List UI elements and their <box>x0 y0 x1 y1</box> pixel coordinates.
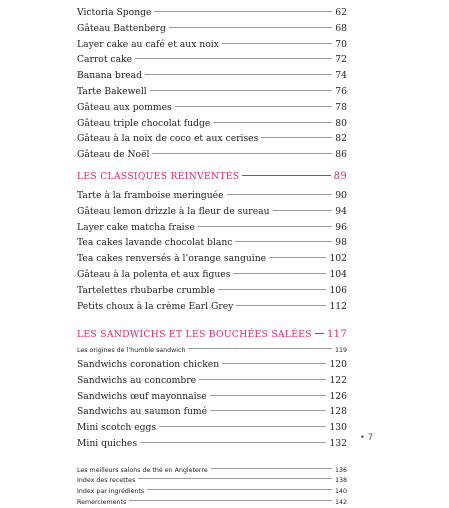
entry-page: 82 <box>335 131 347 147</box>
entry-page: 68 <box>335 21 347 37</box>
entry-title: Victoria Sponge <box>77 5 151 21</box>
leader-dots <box>273 210 333 211</box>
toc-entry[interactable] <box>77 420 347 436</box>
toc-entry[interactable] <box>77 373 347 389</box>
leader-dots <box>315 333 324 334</box>
entry-page: 122 <box>329 373 347 389</box>
entry-page: 128 <box>329 404 347 420</box>
entry-page: 90 <box>335 188 347 204</box>
entry-title: Layer cake au café et aux noix <box>77 37 219 53</box>
entry-title: Gâteau à la noix de coco et aux cerises <box>77 131 258 147</box>
leader-dots <box>138 478 332 479</box>
entry-title: Petits choux à la crème Earl Grey <box>77 299 233 315</box>
leader-dots <box>188 348 331 349</box>
leader-dots <box>198 226 333 227</box>
entry-page: 98 <box>335 235 347 251</box>
entry-page: 106 <box>329 283 347 299</box>
entry-title: Carrot cake <box>77 52 132 68</box>
entry-page: 142 <box>335 498 347 508</box>
toc-entry[interactable] <box>77 404 347 420</box>
recipe-list-sandwichs <box>77 357 347 452</box>
entry-page: 104 <box>329 267 347 283</box>
entry-title: Les origines de l’humble sandwich <box>77 346 185 357</box>
toc-entry[interactable] <box>77 5 347 21</box>
entry-page: 119 <box>335 346 347 357</box>
entry-page: 120 <box>329 357 347 373</box>
entry-page: 80 <box>335 116 347 132</box>
entry-title: Gâteau aux pommes <box>77 100 172 116</box>
recipe-list-classics <box>77 5 347 163</box>
entry-page: 96 <box>335 220 347 236</box>
toc-entry[interactable] <box>77 37 347 53</box>
entry-title: Mini quiches <box>77 436 137 452</box>
entry-title: Sandwichs œuf mayonnaise <box>77 389 207 405</box>
entry-page: 132 <box>329 436 347 452</box>
toc-entry-origins[interactable] <box>77 346 347 357</box>
toc-entry[interactable] <box>77 21 347 37</box>
entry-title: Layer cake matcha fraise <box>77 220 195 236</box>
section-title: LES SANDWICHS ET LES BOUCHÉES SALÉES <box>77 324 312 346</box>
leader-dots <box>235 241 332 242</box>
leader-dots <box>213 122 332 123</box>
entry-page: 138 <box>335 476 347 487</box>
entry-page: 140 <box>335 487 347 498</box>
toc-entry[interactable] <box>77 188 347 204</box>
toc-entry[interactable] <box>77 466 347 477</box>
toc-entry[interactable] <box>77 52 347 68</box>
entry-title: Banana bread <box>77 68 142 84</box>
toc-entry[interactable] <box>77 436 347 452</box>
toc-entry[interactable] <box>77 147 347 163</box>
leader-dots <box>129 500 332 501</box>
leader-dots <box>227 194 333 195</box>
entry-title: Mini scotch eggs <box>77 420 156 436</box>
table-of-contents <box>77 5 347 508</box>
recipe-list-reinventes <box>77 188 347 314</box>
leader-dots <box>169 27 332 28</box>
section-heading-classiques[interactable] <box>77 166 347 188</box>
leader-dots <box>140 442 326 443</box>
entry-title: Index des recettes <box>77 476 135 487</box>
entry-page: 112 <box>329 299 347 315</box>
toc-entry[interactable] <box>77 389 347 405</box>
toc-entry[interactable] <box>77 251 347 267</box>
entry-page: 76 <box>335 84 347 100</box>
entry-page: 136 <box>335 466 347 477</box>
entry-page: 62 <box>335 5 347 21</box>
page-number: • 7 <box>360 433 373 443</box>
toc-entry[interactable] <box>77 476 347 487</box>
leader-dots <box>135 58 332 59</box>
entry-title: Gâteau Battenberg <box>77 21 166 37</box>
toc-entry[interactable] <box>77 267 347 283</box>
entry-page: 70 <box>335 37 347 53</box>
toc-entry[interactable] <box>77 235 347 251</box>
toc-entry[interactable] <box>77 68 347 84</box>
leader-dots <box>210 410 326 411</box>
entry-title: Sandwichs au concombre <box>77 373 196 389</box>
toc-entry[interactable] <box>77 100 347 116</box>
appendix-list <box>77 466 347 508</box>
entry-title: Les meilleurs salons de thé en Angleterre <box>77 466 208 477</box>
entry-title: Tea cakes renversés à l’orange sanguine <box>77 251 266 267</box>
leader-dots <box>145 74 332 75</box>
entry-page: 78 <box>335 100 347 116</box>
entry-page: 74 <box>335 68 347 84</box>
toc-entry[interactable] <box>77 498 347 508</box>
toc-entry[interactable] <box>77 487 347 498</box>
entry-page: 130 <box>329 420 347 436</box>
leader-dots <box>152 153 332 154</box>
section-page: 89 <box>334 166 347 188</box>
entry-title: Gâteau triple chocolat fudge <box>77 116 210 132</box>
entry-title: Remerciements <box>77 498 126 508</box>
entry-title: Gâteau de Noël <box>77 147 149 163</box>
toc-entry[interactable] <box>77 84 347 100</box>
leader-dots <box>261 137 332 138</box>
entry-title: Tartelettes rhubarbe crumble <box>77 283 215 299</box>
leader-dots <box>199 379 326 380</box>
entry-title: Sandwichs coronation chicken <box>77 357 219 373</box>
leader-dots <box>150 90 333 91</box>
entry-page: 102 <box>329 251 347 267</box>
entry-title: Tarte Bakewell <box>77 84 147 100</box>
leader-dots <box>242 175 330 176</box>
leader-dots <box>147 489 332 490</box>
entry-page: 94 <box>335 204 347 220</box>
entry-title: Index par ingrédients <box>77 487 144 498</box>
entry-title: Gâteau à la polenta et aux figues <box>77 267 230 283</box>
leader-dots <box>236 305 326 306</box>
entry-title: Gâteau lemon drizzle à la fleur de sureau <box>77 204 270 220</box>
entry-title: Sandwichs au saumon fumé <box>77 404 207 420</box>
leader-dots <box>210 395 327 396</box>
leader-dots <box>222 363 326 364</box>
leader-dots <box>233 273 326 274</box>
toc-entry[interactable] <box>77 116 347 132</box>
toc-entry[interactable] <box>77 131 347 147</box>
section-heading-sandwichs[interactable] <box>77 324 347 346</box>
entry-page: 86 <box>335 147 347 163</box>
leader-dots <box>159 426 326 427</box>
toc-entry[interactable] <box>77 357 347 373</box>
entry-page: 126 <box>329 389 347 405</box>
section-title: LES CLASSIQUES RÉINVENTÉS <box>77 166 239 188</box>
section-page: 117 <box>327 324 347 346</box>
leader-dots <box>218 289 327 290</box>
toc-entry[interactable] <box>77 204 347 220</box>
leader-dots <box>154 11 332 12</box>
toc-entry[interactable] <box>77 283 347 299</box>
entry-page: 72 <box>335 52 347 68</box>
toc-entry[interactable] <box>77 220 347 236</box>
leader-dots <box>175 106 333 107</box>
leader-dots <box>222 43 332 44</box>
toc-entry[interactable] <box>77 299 347 315</box>
leader-dots <box>269 257 326 258</box>
entry-title: Tarte à la framboise meringuée <box>77 188 224 204</box>
leader-dots <box>211 468 332 469</box>
entry-title: Tea cakes lavande chocolat blanc <box>77 235 232 251</box>
